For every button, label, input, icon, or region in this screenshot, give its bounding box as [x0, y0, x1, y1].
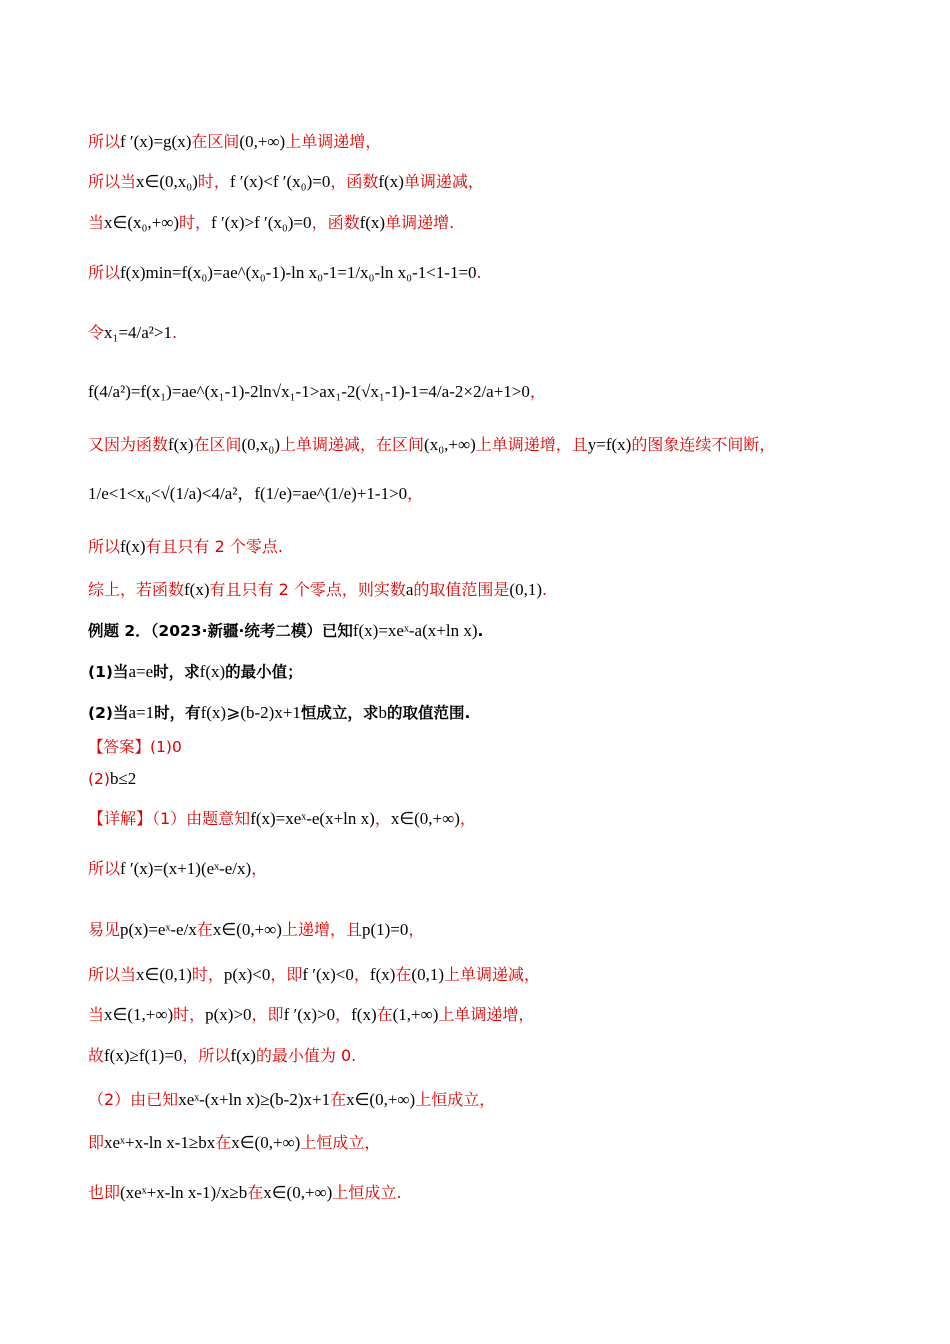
answer-text: (2)	[88, 770, 110, 788]
math-run: f(x)=xeˣ-e(x+ln x)	[250, 809, 375, 828]
math-run: x∈(0,+∞)	[263, 1183, 333, 1202]
math-run: f(x)⩾(b-2)x+1	[200, 703, 301, 722]
text-run: 单调递增.	[385, 213, 455, 232]
text-line	[88, 172, 484, 192]
math-run: f ′(x)=(x+1)(eˣ-e/x)	[120, 859, 252, 878]
text-line	[88, 263, 482, 283]
text-run: .	[476, 263, 482, 282]
text-run: 在	[376, 1005, 393, 1024]
text-run: 上恒成立，	[415, 1090, 496, 1109]
text-run: ，即	[270, 965, 303, 984]
text-run: ，	[353, 965, 370, 984]
math-run: a=1	[128, 703, 155, 722]
text-run: 在	[196, 920, 213, 939]
math-run: f ′(x)>f ′(x₀)=0	[211, 213, 312, 232]
math-run: b≤2	[109, 769, 137, 788]
text-run: 的图象连续不间断，	[631, 435, 776, 454]
text-run: 【详解】（1）由题意知	[88, 809, 251, 828]
math-run: (0,x₀)	[241, 435, 281, 454]
text-run: 时，	[191, 965, 224, 984]
math-run: (0,+∞)	[239, 132, 286, 151]
text-run: 在	[247, 1183, 264, 1202]
text-run: 上单调递增，	[438, 1005, 535, 1024]
text-run: 在	[215, 1133, 232, 1152]
text-run: ，	[374, 809, 391, 828]
math-run: x∈(0,+∞)	[212, 920, 282, 939]
text-line	[88, 323, 177, 343]
text-run: 所以	[88, 537, 121, 556]
math-run: y=f(x)	[587, 435, 632, 454]
text-line	[88, 1133, 380, 1153]
text-run: 的取值范围是	[413, 580, 510, 599]
math-run: x∈(0,+∞)	[346, 1090, 416, 1109]
text-run: 单调递减，	[403, 172, 484, 191]
text-run: 当	[88, 1005, 105, 1024]
math-run: xeˣ+x-ln x-1≥bx	[104, 1133, 216, 1152]
text-run: 也即	[88, 1183, 121, 1202]
math-run: f(x)	[199, 662, 226, 681]
text-line	[88, 435, 775, 455]
text-run: 的最小值为 0.	[255, 1046, 357, 1065]
text-run: 时，	[179, 213, 212, 232]
text-run: 有且只有 2 个零点，则实数	[209, 580, 406, 599]
math-run: f(x)≥f(1)=0	[104, 1046, 183, 1065]
math-run: p(x)=eˣ-e/x	[120, 920, 197, 939]
math-run: f ′(x)=g(x)	[120, 132, 192, 151]
math-run: x∈(0,+∞)	[390, 809, 460, 828]
text-run: 的取值范围.	[386, 704, 471, 722]
text-run: ，	[335, 1005, 352, 1024]
math-run: f ′(x)>0	[283, 1005, 336, 1024]
math-run: (0,1)	[509, 580, 542, 599]
text-run: 的最小值；	[225, 663, 303, 681]
math-run: (xeˣ+x-ln x-1)/x≥b	[120, 1183, 248, 1202]
text-run: 上单调递增，且	[475, 435, 588, 454]
problem-heading	[88, 621, 483, 641]
text-run: .	[171, 323, 178, 342]
text-line	[88, 920, 424, 940]
text-run: .	[477, 622, 484, 640]
text-run: 时，	[173, 1005, 206, 1024]
text-run: ，所以	[182, 1046, 231, 1065]
text-line	[88, 484, 423, 504]
text-line	[88, 1046, 356, 1066]
text-run: 综上，若函数	[88, 580, 185, 599]
text-run: 时，	[197, 172, 230, 191]
math-run: x∈(0,+∞)	[231, 1133, 301, 1152]
problem-part-2	[88, 703, 470, 723]
text-run: （2）由已知	[88, 1090, 179, 1109]
text-run: 即	[88, 1133, 105, 1152]
math-run: f(x)	[168, 435, 194, 454]
math-run: (1,+∞)	[392, 1005, 439, 1024]
text-run: 易见	[88, 920, 121, 939]
math-run: f(x)	[378, 172, 404, 191]
text-run: 故	[88, 1046, 105, 1065]
math-run: x₁=4/a²>1	[104, 323, 172, 342]
text-run: 在区间	[191, 132, 240, 151]
text-run: 当	[88, 213, 105, 232]
text-line	[88, 132, 381, 152]
math-run: f(4/a²)=f(x₁)=ae^(x₁-1)-2ln√x₁-1>ax₁-2(√x₁-1)-1=4/a-2×2/a+1>0	[88, 382, 530, 401]
text-line	[88, 1183, 401, 1203]
math-run: f(x)min=f(x₀)=ae^(x₀-1)-ln x₀-1=1/x₀-ln x₀-1<1-1=0	[120, 263, 477, 282]
math-run: p(x)>0	[205, 1005, 252, 1024]
text-run: .	[542, 580, 548, 599]
math-run: (0,1)	[411, 965, 444, 984]
math-run: 1/e<1<x₀<√(1/a)<4/a²，f(1/e)=ae^(1/e)+1-1>0	[88, 484, 408, 503]
text-run: 在区间	[193, 435, 242, 454]
text-run: 令	[88, 323, 105, 342]
text-run: ，	[459, 809, 476, 828]
text-line	[88, 537, 283, 557]
text-run: (1)当	[88, 663, 129, 681]
text-run: 在	[330, 1090, 347, 1109]
math-run: x∈(x₀,+∞)	[104, 213, 180, 232]
text-run: 上单调递减，	[444, 965, 541, 984]
math-run: f(x)	[351, 1005, 377, 1024]
answer-text: 【答案】(1)0	[88, 738, 182, 756]
math-run: b	[378, 703, 387, 722]
math-run: f(x)	[359, 213, 386, 232]
text-run: 又因为函数	[88, 435, 169, 454]
text-run: 上递增，且	[281, 920, 362, 939]
math-run: f ′(x)<f ′(x₀)=0	[229, 172, 331, 191]
text-line	[88, 580, 547, 600]
math-run: f(x)	[369, 965, 396, 984]
math-run: f(x)	[230, 1046, 256, 1065]
text-line	[88, 1090, 495, 1110]
text-run: ，	[407, 484, 424, 503]
math-run: (x₀,+∞)	[424, 435, 476, 454]
text-run: 所以	[88, 132, 121, 151]
answer-line	[88, 737, 182, 757]
math-run: f(x)=xeˣ-a(x+ln x)	[352, 621, 478, 640]
text-run: ，函数	[311, 213, 360, 232]
text-line	[88, 965, 540, 985]
text-run: 上恒成立.	[332, 1183, 402, 1202]
text-line	[88, 859, 267, 879]
math-run: a=e	[128, 662, 154, 681]
math-run: x∈(1,+∞)	[104, 1005, 174, 1024]
text-run: ，函数	[330, 172, 379, 191]
text-run: 上单调递减，在区间	[280, 435, 425, 454]
text-line	[88, 382, 546, 402]
text-run: 例题 2．（2023·新疆·统考二模）已知	[88, 622, 353, 640]
math-run: a	[405, 580, 414, 599]
answer-line	[88, 769, 136, 789]
text-run: 所以	[88, 263, 121, 282]
math-run: x∈(0,x₀)	[136, 172, 198, 191]
text-run: 时，求	[153, 663, 200, 681]
math-run: f ′(x)<0	[302, 965, 354, 984]
text-run: ，	[408, 920, 425, 939]
math-run: f(x)	[120, 537, 146, 556]
math-run: f(x)	[184, 580, 210, 599]
text-run: 在	[395, 965, 412, 984]
text-run: 所以	[88, 859, 121, 878]
text-run: 所以当	[88, 965, 137, 984]
text-line	[88, 213, 454, 233]
text-run: ，	[529, 382, 546, 401]
text-run: ，	[251, 859, 268, 878]
math-run: x∈(0,1)	[136, 965, 192, 984]
text-run: (2)当	[88, 704, 129, 722]
text-run: 时，有	[154, 704, 201, 722]
text-run: 上单调递增，	[285, 132, 382, 151]
text-run: 上恒成立，	[300, 1133, 381, 1152]
text-run: 恒成立，求	[300, 704, 379, 722]
text-run: ，即	[251, 1005, 284, 1024]
text-run: 有且只有 2 个零点.	[145, 537, 283, 556]
text-line	[88, 1005, 534, 1025]
problem-part-1	[88, 662, 303, 682]
math-run: xeˣ-(x+ln x)≥(b-2)x+1	[178, 1090, 331, 1109]
math-run: p(1)=0	[361, 920, 409, 939]
text-run: 所以当	[88, 172, 137, 191]
math-run: p(x)<0	[223, 965, 271, 984]
text-line	[88, 809, 476, 829]
